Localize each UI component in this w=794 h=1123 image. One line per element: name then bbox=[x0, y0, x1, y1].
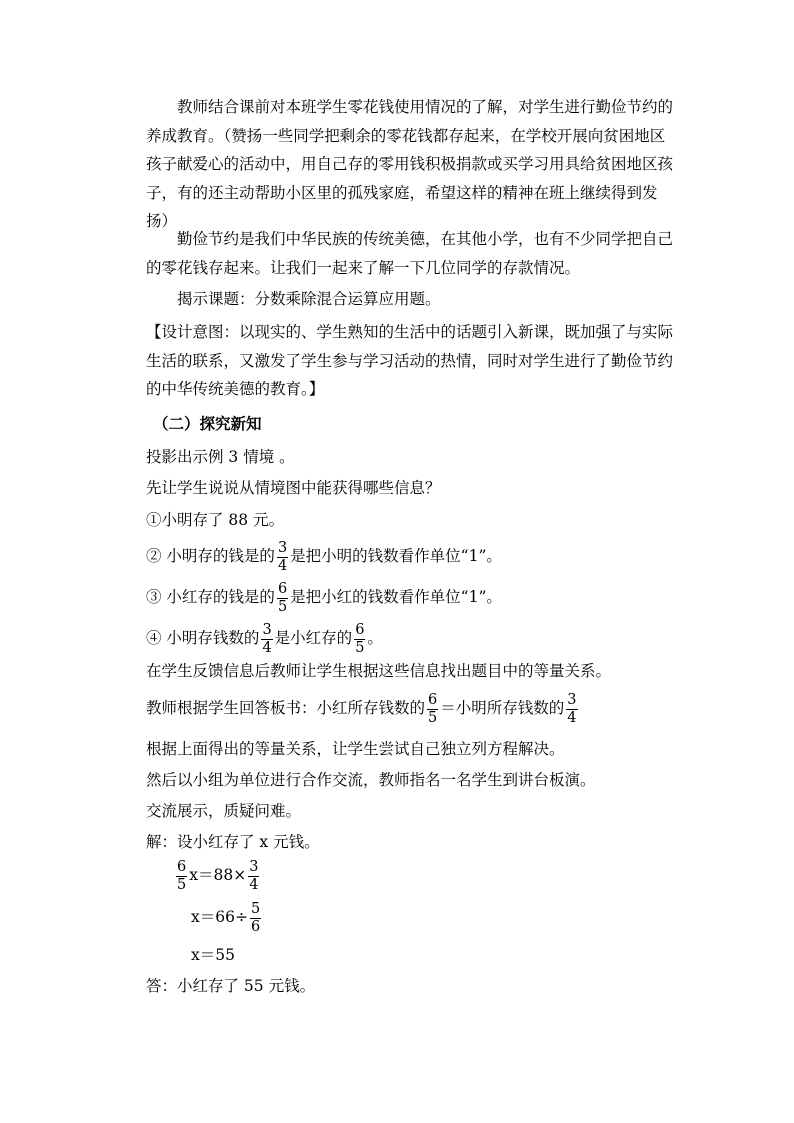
equation-2-text: x＝66÷ bbox=[191, 908, 248, 926]
line-answer: 答：小红存了 55 元钱。 bbox=[146, 977, 316, 995]
line-ask: 先让学生说说从情境图中能获得哪些信息？ bbox=[146, 479, 441, 497]
board-text-a: 教师根据学生回答板书：小红所存钱数的 bbox=[146, 699, 426, 717]
fraction-three-quarters: $\frac{3}{4}$ bbox=[249, 859, 259, 893]
info-4-text-a: ④ 小明存钱数的 bbox=[146, 629, 260, 647]
paragraph-virtue: 勤俭节约是我们中华民族的传统美德，在其他小学，也有不少同学把自己的零花钱存起来。让我们一起来了解一下几位同学的存款情况。 bbox=[146, 230, 674, 277]
line-solve: 根据上面得出的等量关系，让学生尝试自己独立列方程解决。 bbox=[146, 740, 565, 758]
line-let: 解：设小红存了 x 元钱。 bbox=[146, 833, 320, 851]
line-info-1: ①小明存了 88 元。 bbox=[146, 511, 285, 529]
line-group: 然后以小组为单位进行合作交流，教师指名一名学生到讲台板演。 bbox=[146, 771, 596, 789]
equation-2 bbox=[191, 902, 263, 934]
paragraph-topic: 揭示课题：分数乘除混合运算应用题。 bbox=[177, 290, 441, 308]
line-show: 交流展示，质疑问难。 bbox=[146, 802, 302, 820]
info-3-text-a: ③ 小红存的钱是的 bbox=[146, 588, 275, 606]
info-2-text-a: ② 小明存的钱是的 bbox=[146, 547, 275, 565]
equation-1-text: x＝88× bbox=[189, 866, 247, 884]
line-info-2 bbox=[146, 541, 502, 573]
line-board bbox=[146, 693, 580, 725]
fraction-three-quarters: $\frac{3}{4}$ bbox=[277, 540, 288, 574]
paragraph-intro: 教师结合课前对本班学生零花钱使用情况的了解，对学生进行勤俭节约的养成教育。（赞扬一些同学把剩余的零花钱都存起来，在学校开展向贫困地区孩子献爱心的活动中，用自己存的零用钱积极捐款或买学习用具给贫困地区孩子，有的还主动帮助小区里的孤残家庭，希望这样的精神在班上继续得到发扬） bbox=[146, 98, 674, 230]
line-info-3 bbox=[146, 582, 502, 614]
fraction-six-fifths: $\frac{6}{5}$ bbox=[428, 692, 438, 726]
fraction-three-quarters: $\frac{3}{4}$ bbox=[262, 622, 272, 656]
line-feedback: 在学生反馈信息后教师让学生根据这些信息找出题目中的等量关系。 bbox=[146, 662, 612, 680]
line-projection: 投影出示例 3 情境 。 bbox=[146, 448, 295, 466]
board-text-b: ＝小明所存钱数的 bbox=[440, 699, 565, 717]
info-4-text-c: 。 bbox=[367, 629, 383, 647]
fraction-six-fifths: $\frac{6}{5}$ bbox=[177, 859, 187, 893]
fraction-six-fifths: $\frac{6}{5}$ bbox=[355, 622, 365, 656]
fraction-three-quarters: $\frac{3}{4}$ bbox=[567, 692, 577, 726]
info-3-text-b: 是把小红的钱数看作单位“1”。 bbox=[290, 588, 502, 606]
info-4-text-b: 是小红存的 bbox=[274, 629, 353, 647]
equation-3: x＝55 bbox=[191, 946, 235, 964]
paragraph-design-intent: 【设计意图：以现实的、学生熟知的生活中的话题引入新课，既加强了与实际生活的联系，又激发了学生参与学习活动的热情，同时对学生进行了勤俭节约的中华传统美德的教育。】 bbox=[146, 323, 674, 398]
fraction-five-sixths: $\frac{5}{6}$ bbox=[250, 901, 261, 935]
info-2-text-b: 是把小明的钱数看作单位“1”。 bbox=[290, 547, 502, 565]
line-info-4 bbox=[146, 623, 383, 655]
fraction-six-fifths: $\frac{6}{5}$ bbox=[277, 581, 288, 615]
equation-1 bbox=[174, 860, 261, 892]
section-heading: （二）探究新知 bbox=[153, 414, 262, 433]
